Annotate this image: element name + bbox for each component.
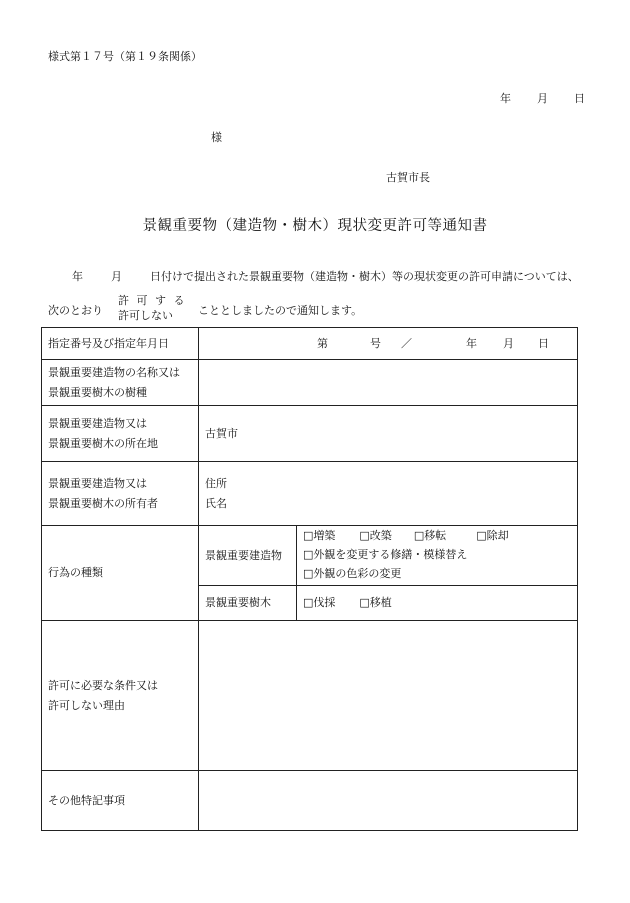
option-felling[interactable]: □伐採 [303, 596, 336, 610]
owner-address-label: 住所 [205, 477, 227, 491]
designation-value[interactable] [199, 328, 578, 360]
issue-date [500, 92, 585, 105]
option-extension[interactable]: □増築 [303, 529, 336, 543]
date-month: 月 [537, 92, 548, 105]
permit-table [41, 327, 578, 831]
notes-value[interactable] [199, 771, 578, 831]
conditions-label [42, 621, 199, 771]
option-transplant[interactable]: □移植 [359, 596, 392, 610]
owner-label [42, 462, 199, 526]
option-exterior-repair[interactable]: □外観を変更する修繕・模様替え [303, 548, 468, 562]
date-day: 日 [574, 92, 585, 105]
notes-label: その他特記事項 [42, 771, 199, 831]
designation-label: 指定番号及び指定年月日 [42, 328, 199, 360]
table-row [42, 406, 578, 462]
name-label-line1: 景観重要建造物の名称又は [48, 366, 180, 380]
option-rebuild[interactable]: □改築 [359, 529, 392, 543]
option-demolish[interactable]: □除却 [476, 529, 509, 543]
conditions-value[interactable] [199, 621, 578, 771]
owner-label-line2: 景観重要樹木の所有者 [48, 496, 158, 510]
name-label-line2: 景観重要樹木の樹種 [48, 385, 147, 399]
form-number: 様式第１７号（第１９条関係） [48, 50, 202, 63]
intro-year: 年 [72, 270, 83, 283]
name-value[interactable] [199, 360, 578, 406]
option-exterior-color[interactable]: □外観の色彩の変更 [303, 566, 402, 580]
intro-prefix: 次のとおり [48, 304, 103, 317]
tree-options [297, 586, 578, 621]
document-title: 景観重要物（建造物・樹木）現状変更許可等通知書 [142, 218, 488, 234]
intro-line-1 [72, 270, 579, 283]
location-label-line1: 景観重要建造物又は [48, 417, 147, 431]
intro-line1-text: 日付けで提出された景観重要物（建造物・樹木）等の現状変更の許可申請については、 [150, 270, 579, 283]
location-label [42, 406, 199, 462]
table-row [42, 328, 578, 360]
intro-suffix: こととしましたので通知します。 [198, 304, 363, 317]
table-row [42, 526, 578, 586]
tree-label: 景観重要樹木 [199, 586, 297, 621]
location-value[interactable]: 古賀市 [199, 406, 578, 462]
designation-day: 日 [538, 336, 549, 350]
designation-sep: ／ [401, 336, 412, 350]
choice-deny: 許可しない [118, 309, 173, 322]
table-row [42, 621, 578, 771]
building-options [297, 526, 578, 586]
table-row [42, 771, 578, 831]
table-row [42, 360, 578, 406]
designation-year: 年 [466, 336, 477, 350]
option-relocate[interactable]: □移転 [413, 529, 447, 543]
designation-go: 号 [370, 336, 381, 350]
act-type-label: 行為の種類 [42, 526, 199, 621]
designation-month: 月 [503, 336, 514, 350]
addressee-suffix: 様 [211, 131, 222, 144]
date-year: 年 [500, 92, 511, 105]
designation-no: 第 [317, 336, 328, 350]
table-row [42, 462, 578, 526]
location-label-line2: 景観重要樹木の所在地 [48, 436, 158, 450]
conditions-label-line1: 許可に必要な条件又は [48, 679, 158, 693]
owner-value[interactable] [199, 462, 578, 526]
intro-month: 月 [111, 270, 122, 283]
choice-grant: 許 可 す る [118, 294, 187, 307]
name-label [42, 360, 199, 406]
conditions-label-line2: 許可しない理由 [48, 698, 125, 712]
building-label: 景観重要建造物 [199, 526, 297, 586]
owner-name-label: 氏名 [205, 496, 227, 510]
owner-label-line1: 景観重要建造物又は [48, 477, 147, 491]
issuer: 古賀市長 [386, 171, 430, 184]
